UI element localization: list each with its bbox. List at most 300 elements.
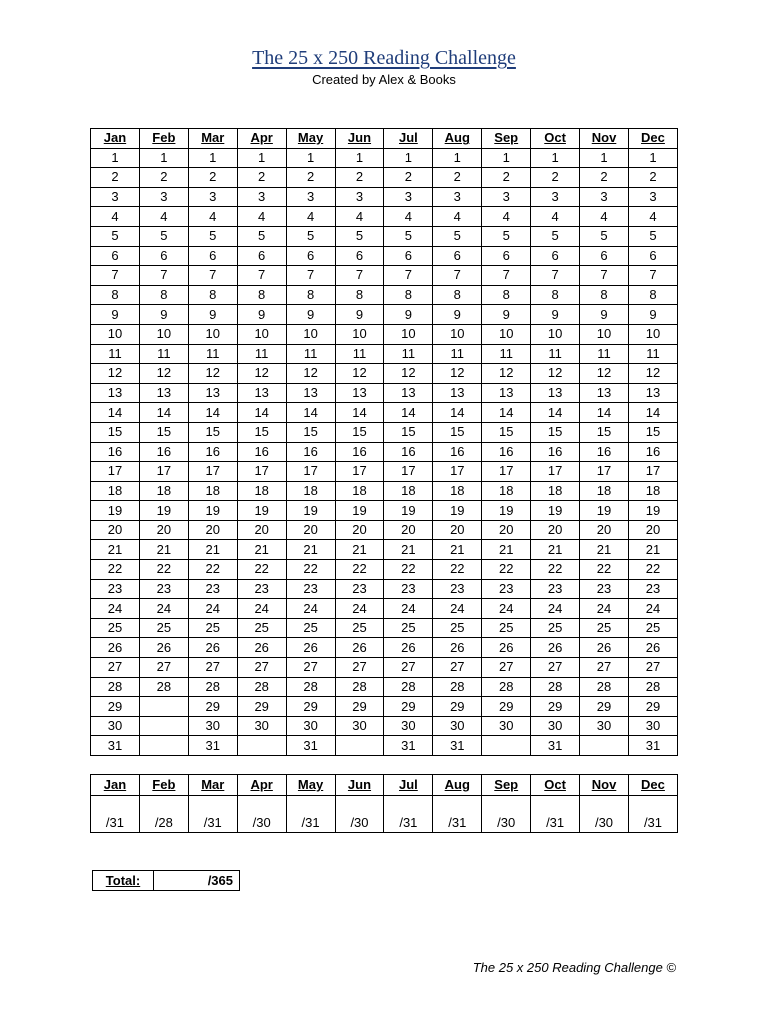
day-cell[interactable]: 5 (286, 226, 335, 246)
day-cell[interactable]: 10 (384, 324, 433, 344)
day-cell[interactable]: 5 (433, 226, 482, 246)
month-total-cell-nov[interactable]: /30 (580, 796, 629, 833)
day-cell[interactable]: 3 (188, 187, 237, 207)
day-cell[interactable]: 31 (384, 736, 433, 756)
day-cell[interactable]: 13 (286, 383, 335, 403)
day-cell[interactable]: 3 (580, 187, 629, 207)
day-cell[interactable]: 6 (628, 246, 677, 266)
day-cell[interactable]: 23 (482, 579, 531, 599)
day-cell[interactable]: 24 (139, 599, 188, 619)
day-cell[interactable]: 7 (91, 266, 140, 286)
day-cell[interactable]: 24 (580, 599, 629, 619)
day-cell[interactable]: 4 (384, 207, 433, 227)
day-cell[interactable]: 6 (580, 246, 629, 266)
day-cell[interactable]: 7 (433, 266, 482, 286)
day-cell[interactable]: 18 (188, 481, 237, 501)
day-cell[interactable]: 10 (188, 324, 237, 344)
day-cell[interactable]: 30 (91, 716, 140, 736)
day-cell[interactable]: 20 (384, 520, 433, 540)
day-cell[interactable]: 18 (482, 481, 531, 501)
day-cell[interactable]: 4 (531, 207, 580, 227)
day-cell[interactable]: 13 (139, 383, 188, 403)
day-cell[interactable]: 20 (433, 520, 482, 540)
day-cell[interactable]: 11 (335, 344, 384, 364)
day-cell[interactable]: 9 (580, 305, 629, 325)
day-cell[interactable]: 26 (482, 638, 531, 658)
day-cell[interactable]: 9 (433, 305, 482, 325)
day-cell[interactable]: 31 (188, 736, 237, 756)
day-cell[interactable]: 27 (286, 658, 335, 678)
day-cell[interactable]: 18 (91, 481, 140, 501)
day-cell[interactable]: 23 (335, 579, 384, 599)
day-cell[interactable]: 28 (139, 677, 188, 697)
day-cell[interactable]: 7 (188, 266, 237, 286)
day-cell[interactable]: 27 (384, 658, 433, 678)
day-cell[interactable]: 28 (335, 677, 384, 697)
month-total-cell-apr[interactable]: /30 (237, 796, 286, 833)
day-cell[interactable]: 15 (139, 422, 188, 442)
day-cell[interactable]: 26 (139, 638, 188, 658)
day-cell[interactable]: 2 (139, 168, 188, 188)
day-cell[interactable]: 20 (531, 520, 580, 540)
day-cell[interactable]: 15 (433, 422, 482, 442)
day-cell[interactable]: 16 (433, 442, 482, 462)
day-cell[interactable]: 11 (580, 344, 629, 364)
day-cell[interactable]: 17 (237, 462, 286, 482)
day-cell[interactable]: 2 (286, 168, 335, 188)
day-cell[interactable]: 27 (531, 658, 580, 678)
day-cell[interactable]: 25 (580, 618, 629, 638)
day-cell[interactable]: 29 (482, 697, 531, 717)
day-cell[interactable]: 27 (335, 658, 384, 678)
day-cell[interactable]: 10 (335, 324, 384, 344)
day-cell[interactable]: 11 (384, 344, 433, 364)
day-cell[interactable]: 12 (482, 364, 531, 384)
day-cell[interactable]: 7 (286, 266, 335, 286)
day-cell[interactable]: 25 (335, 618, 384, 638)
day-cell[interactable]: 1 (531, 148, 580, 168)
day-cell[interactable]: 15 (91, 422, 140, 442)
day-cell[interactable]: 8 (482, 285, 531, 305)
day-cell[interactable]: 13 (237, 383, 286, 403)
day-cell[interactable]: 8 (433, 285, 482, 305)
day-cell[interactable]: 26 (286, 638, 335, 658)
day-cell[interactable]: 29 (433, 697, 482, 717)
day-cell[interactable]: 9 (531, 305, 580, 325)
day-cell[interactable]: 19 (433, 501, 482, 521)
day-cell[interactable]: 20 (188, 520, 237, 540)
day-cell[interactable]: 8 (531, 285, 580, 305)
day-cell[interactable]: 15 (237, 422, 286, 442)
day-cell[interactable]: 28 (628, 677, 677, 697)
day-cell[interactable]: 4 (188, 207, 237, 227)
day-cell[interactable]: 23 (139, 579, 188, 599)
day-cell[interactable]: 28 (237, 677, 286, 697)
day-cell[interactable]: 18 (335, 481, 384, 501)
day-cell[interactable]: 5 (482, 226, 531, 246)
day-cell[interactable]: 29 (531, 697, 580, 717)
day-cell[interactable]: 26 (335, 638, 384, 658)
day-cell[interactable]: 20 (286, 520, 335, 540)
day-cell[interactable]: 18 (139, 481, 188, 501)
day-cell[interactable]: 12 (335, 364, 384, 384)
day-cell[interactable]: 27 (91, 658, 140, 678)
day-cell[interactable]: 23 (286, 579, 335, 599)
day-cell[interactable]: 27 (188, 658, 237, 678)
day-cell[interactable]: 27 (482, 658, 531, 678)
day-cell[interactable]: 19 (188, 501, 237, 521)
day-cell[interactable]: 22 (531, 560, 580, 580)
day-cell[interactable]: 26 (237, 638, 286, 658)
day-cell[interactable]: 1 (237, 148, 286, 168)
day-cell[interactable]: 2 (188, 168, 237, 188)
day-cell[interactable]: 3 (139, 187, 188, 207)
day-cell[interactable]: 21 (91, 540, 140, 560)
day-cell[interactable]: 24 (433, 599, 482, 619)
day-cell[interactable]: 30 (433, 716, 482, 736)
day-cell[interactable]: 8 (237, 285, 286, 305)
day-cell[interactable]: 1 (384, 148, 433, 168)
day-cell[interactable]: 25 (384, 618, 433, 638)
day-cell[interactable]: 20 (628, 520, 677, 540)
day-cell[interactable]: 28 (188, 677, 237, 697)
day-cell[interactable]: 29 (628, 697, 677, 717)
day-cell[interactable]: 20 (237, 520, 286, 540)
day-cell[interactable]: 13 (91, 383, 140, 403)
day-cell[interactable]: 28 (433, 677, 482, 697)
day-cell[interactable]: 26 (188, 638, 237, 658)
day-cell[interactable]: 6 (188, 246, 237, 266)
day-cell[interactable]: 6 (286, 246, 335, 266)
day-cell[interactable]: 14 (286, 403, 335, 423)
day-cell[interactable]: 14 (139, 403, 188, 423)
day-cell[interactable]: 23 (384, 579, 433, 599)
day-cell[interactable]: 1 (628, 148, 677, 168)
day-cell[interactable]: 21 (384, 540, 433, 560)
day-cell[interactable]: 12 (91, 364, 140, 384)
day-cell[interactable]: 13 (482, 383, 531, 403)
day-cell[interactable]: 6 (139, 246, 188, 266)
day-cell[interactable]: 1 (91, 148, 140, 168)
day-cell[interactable]: 25 (188, 618, 237, 638)
day-cell[interactable]: 7 (139, 266, 188, 286)
day-cell[interactable]: 15 (628, 422, 677, 442)
month-total-cell-may[interactable]: /31 (286, 796, 335, 833)
day-cell[interactable]: 20 (139, 520, 188, 540)
day-cell[interactable]: 9 (335, 305, 384, 325)
day-cell[interactable]: 19 (286, 501, 335, 521)
day-cell[interactable]: 11 (139, 344, 188, 364)
day-cell[interactable]: 14 (531, 403, 580, 423)
day-cell[interactable]: 17 (628, 462, 677, 482)
day-cell[interactable]: 23 (237, 579, 286, 599)
day-cell[interactable]: 30 (237, 716, 286, 736)
day-cell[interactable]: 18 (286, 481, 335, 501)
day-cell[interactable]: 13 (384, 383, 433, 403)
day-cell[interactable]: 18 (580, 481, 629, 501)
day-cell[interactable]: 16 (482, 442, 531, 462)
day-cell[interactable]: 9 (482, 305, 531, 325)
day-cell[interactable]: 22 (286, 560, 335, 580)
day-cell[interactable]: 23 (91, 579, 140, 599)
day-cell[interactable]: 6 (237, 246, 286, 266)
day-cell[interactable]: 2 (433, 168, 482, 188)
day-cell[interactable]: 12 (580, 364, 629, 384)
day-cell[interactable]: 21 (286, 540, 335, 560)
day-cell[interactable]: 1 (433, 148, 482, 168)
day-cell[interactable]: 20 (91, 520, 140, 540)
day-cell[interactable]: 2 (384, 168, 433, 188)
day-cell[interactable]: 17 (531, 462, 580, 482)
day-cell[interactable]: 29 (384, 697, 433, 717)
day-cell[interactable]: 16 (335, 442, 384, 462)
day-cell[interactable]: 13 (531, 383, 580, 403)
day-cell[interactable]: 17 (139, 462, 188, 482)
day-cell[interactable]: 30 (482, 716, 531, 736)
day-cell[interactable]: 24 (286, 599, 335, 619)
month-total-cell-dec[interactable]: /31 (628, 796, 677, 833)
day-cell[interactable]: 16 (580, 442, 629, 462)
day-cell[interactable]: 5 (237, 226, 286, 246)
day-cell[interactable]: 9 (237, 305, 286, 325)
day-cell[interactable]: 11 (188, 344, 237, 364)
day-cell[interactable]: 4 (91, 207, 140, 227)
day-cell[interactable]: 18 (628, 481, 677, 501)
day-cell[interactable]: 12 (384, 364, 433, 384)
day-cell[interactable]: 10 (139, 324, 188, 344)
day-cell[interactable]: 21 (628, 540, 677, 560)
day-cell[interactable]: 4 (628, 207, 677, 227)
day-cell[interactable]: 29 (286, 697, 335, 717)
day-cell[interactable]: 8 (188, 285, 237, 305)
day-cell[interactable]: 3 (628, 187, 677, 207)
day-cell[interactable]: 25 (286, 618, 335, 638)
day-cell[interactable]: 13 (628, 383, 677, 403)
day-cell[interactable]: 27 (237, 658, 286, 678)
day-cell[interactable]: 15 (531, 422, 580, 442)
day-cell[interactable]: 7 (531, 266, 580, 286)
day-cell[interactable]: 27 (139, 658, 188, 678)
day-cell[interactable]: 8 (91, 285, 140, 305)
day-cell[interactable]: 10 (433, 324, 482, 344)
day-cell[interactable]: 4 (335, 207, 384, 227)
day-cell[interactable]: 8 (139, 285, 188, 305)
day-cell[interactable]: 5 (628, 226, 677, 246)
day-cell[interactable]: 19 (237, 501, 286, 521)
day-cell[interactable]: 18 (433, 481, 482, 501)
day-cell[interactable]: 24 (237, 599, 286, 619)
day-cell[interactable]: 2 (628, 168, 677, 188)
day-cell[interactable]: 15 (335, 422, 384, 442)
day-cell[interactable]: 19 (482, 501, 531, 521)
day-cell[interactable]: 22 (580, 560, 629, 580)
day-cell[interactable]: 22 (139, 560, 188, 580)
day-cell[interactable]: 7 (580, 266, 629, 286)
day-cell[interactable]: 3 (237, 187, 286, 207)
day-cell[interactable]: 14 (580, 403, 629, 423)
day-cell[interactable]: 12 (139, 364, 188, 384)
day-cell[interactable]: 15 (384, 422, 433, 442)
day-cell[interactable]: 30 (286, 716, 335, 736)
day-cell[interactable]: 15 (188, 422, 237, 442)
day-cell[interactable]: 11 (628, 344, 677, 364)
day-cell[interactable]: 7 (237, 266, 286, 286)
day-cell[interactable]: 14 (188, 403, 237, 423)
day-cell[interactable]: 9 (628, 305, 677, 325)
day-cell[interactable]: 22 (188, 560, 237, 580)
day-cell[interactable]: 31 (628, 736, 677, 756)
day-cell[interactable]: 12 (433, 364, 482, 384)
day-cell[interactable]: 17 (384, 462, 433, 482)
day-cell[interactable]: 22 (433, 560, 482, 580)
day-cell[interactable]: 16 (139, 442, 188, 462)
day-cell[interactable]: 6 (335, 246, 384, 266)
day-cell[interactable]: 27 (433, 658, 482, 678)
day-cell[interactable]: 6 (91, 246, 140, 266)
day-cell[interactable]: 14 (91, 403, 140, 423)
day-cell[interactable]: 8 (384, 285, 433, 305)
day-cell[interactable]: 26 (580, 638, 629, 658)
day-cell[interactable]: 16 (91, 442, 140, 462)
day-cell[interactable]: 2 (482, 168, 531, 188)
day-cell[interactable]: 29 (335, 697, 384, 717)
day-cell[interactable]: 25 (237, 618, 286, 638)
day-cell[interactable]: 28 (531, 677, 580, 697)
day-cell[interactable]: 16 (628, 442, 677, 462)
day-cell[interactable]: 17 (91, 462, 140, 482)
day-cell[interactable]: 4 (139, 207, 188, 227)
day-cell[interactable]: 11 (237, 344, 286, 364)
day-cell[interactable]: 24 (628, 599, 677, 619)
month-total-cell-aug[interactable]: /31 (433, 796, 482, 833)
day-cell[interactable]: 16 (188, 442, 237, 462)
day-cell[interactable]: 19 (139, 501, 188, 521)
day-cell[interactable]: 11 (482, 344, 531, 364)
day-cell[interactable]: 21 (580, 540, 629, 560)
day-cell[interactable]: 11 (531, 344, 580, 364)
day-cell[interactable]: 10 (91, 324, 140, 344)
day-cell[interactable]: 5 (335, 226, 384, 246)
day-cell[interactable]: 3 (286, 187, 335, 207)
day-cell[interactable]: 1 (188, 148, 237, 168)
day-cell[interactable]: 2 (237, 168, 286, 188)
day-cell[interactable]: 3 (433, 187, 482, 207)
day-cell[interactable]: 14 (433, 403, 482, 423)
day-cell[interactable]: 3 (91, 187, 140, 207)
day-cell[interactable]: 25 (628, 618, 677, 638)
day-cell[interactable]: 9 (286, 305, 335, 325)
day-cell[interactable]: 9 (91, 305, 140, 325)
day-cell[interactable]: 8 (286, 285, 335, 305)
day-cell[interactable]: 8 (335, 285, 384, 305)
day-cell[interactable]: 29 (237, 697, 286, 717)
month-total-cell-feb[interactable]: /28 (139, 796, 188, 833)
day-cell[interactable]: 6 (384, 246, 433, 266)
day-cell[interactable]: 7 (384, 266, 433, 286)
day-cell[interactable]: 23 (628, 579, 677, 599)
day-cell[interactable]: 24 (531, 599, 580, 619)
day-cell[interactable]: 19 (91, 501, 140, 521)
day-cell[interactable]: 6 (531, 246, 580, 266)
day-cell[interactable]: 26 (628, 638, 677, 658)
day-cell[interactable]: 30 (531, 716, 580, 736)
day-cell[interactable]: 25 (531, 618, 580, 638)
day-cell[interactable]: 7 (335, 266, 384, 286)
month-total-cell-sep[interactable]: /30 (482, 796, 531, 833)
day-cell[interactable]: 15 (286, 422, 335, 442)
day-cell[interactable]: 12 (188, 364, 237, 384)
day-cell[interactable]: 20 (580, 520, 629, 540)
day-cell[interactable]: 19 (580, 501, 629, 521)
day-cell[interactable]: 11 (286, 344, 335, 364)
day-cell[interactable]: 10 (531, 324, 580, 344)
day-cell[interactable]: 12 (237, 364, 286, 384)
day-cell[interactable]: 6 (433, 246, 482, 266)
day-cell[interactable]: 5 (384, 226, 433, 246)
month-total-cell-jul[interactable]: /31 (384, 796, 433, 833)
day-cell[interactable]: 30 (335, 716, 384, 736)
day-cell[interactable]: 25 (91, 618, 140, 638)
day-cell[interactable]: 5 (531, 226, 580, 246)
day-cell[interactable]: 10 (628, 324, 677, 344)
day-cell[interactable]: 11 (433, 344, 482, 364)
day-cell[interactable]: 24 (335, 599, 384, 619)
day-cell[interactable]: 8 (580, 285, 629, 305)
day-cell[interactable]: 22 (384, 560, 433, 580)
day-cell[interactable]: 1 (482, 148, 531, 168)
day-cell[interactable]: 19 (335, 501, 384, 521)
day-cell[interactable]: 12 (531, 364, 580, 384)
day-cell[interactable]: 27 (628, 658, 677, 678)
day-cell[interactable]: 14 (482, 403, 531, 423)
day-cell[interactable]: 26 (384, 638, 433, 658)
day-cell[interactable]: 13 (335, 383, 384, 403)
day-cell[interactable]: 22 (91, 560, 140, 580)
day-cell[interactable]: 5 (580, 226, 629, 246)
day-cell[interactable]: 21 (482, 540, 531, 560)
day-cell[interactable]: 22 (335, 560, 384, 580)
day-cell[interactable]: 21 (433, 540, 482, 560)
day-cell[interactable]: 30 (188, 716, 237, 736)
day-cell[interactable]: 13 (188, 383, 237, 403)
day-cell[interactable]: 4 (580, 207, 629, 227)
day-cell[interactable]: 4 (286, 207, 335, 227)
day-cell[interactable]: 14 (237, 403, 286, 423)
day-cell[interactable]: 14 (628, 403, 677, 423)
day-cell[interactable]: 22 (482, 560, 531, 580)
day-cell[interactable]: 25 (482, 618, 531, 638)
day-cell[interactable]: 26 (91, 638, 140, 658)
day-cell[interactable]: 12 (286, 364, 335, 384)
day-cell[interactable]: 31 (91, 736, 140, 756)
day-cell[interactable]: 13 (580, 383, 629, 403)
day-cell[interactable]: 16 (286, 442, 335, 462)
day-cell[interactable]: 19 (384, 501, 433, 521)
day-cell[interactable]: 1 (286, 148, 335, 168)
day-cell[interactable]: 28 (482, 677, 531, 697)
day-cell[interactable]: 21 (188, 540, 237, 560)
day-cell[interactable]: 28 (580, 677, 629, 697)
day-cell[interactable]: 22 (628, 560, 677, 580)
day-cell[interactable]: 16 (237, 442, 286, 462)
day-cell[interactable]: 24 (188, 599, 237, 619)
day-cell[interactable]: 3 (482, 187, 531, 207)
day-cell[interactable]: 5 (188, 226, 237, 246)
day-cell[interactable]: 10 (237, 324, 286, 344)
day-cell[interactable]: 2 (335, 168, 384, 188)
day-cell[interactable]: 21 (237, 540, 286, 560)
day-cell[interactable]: 17 (482, 462, 531, 482)
